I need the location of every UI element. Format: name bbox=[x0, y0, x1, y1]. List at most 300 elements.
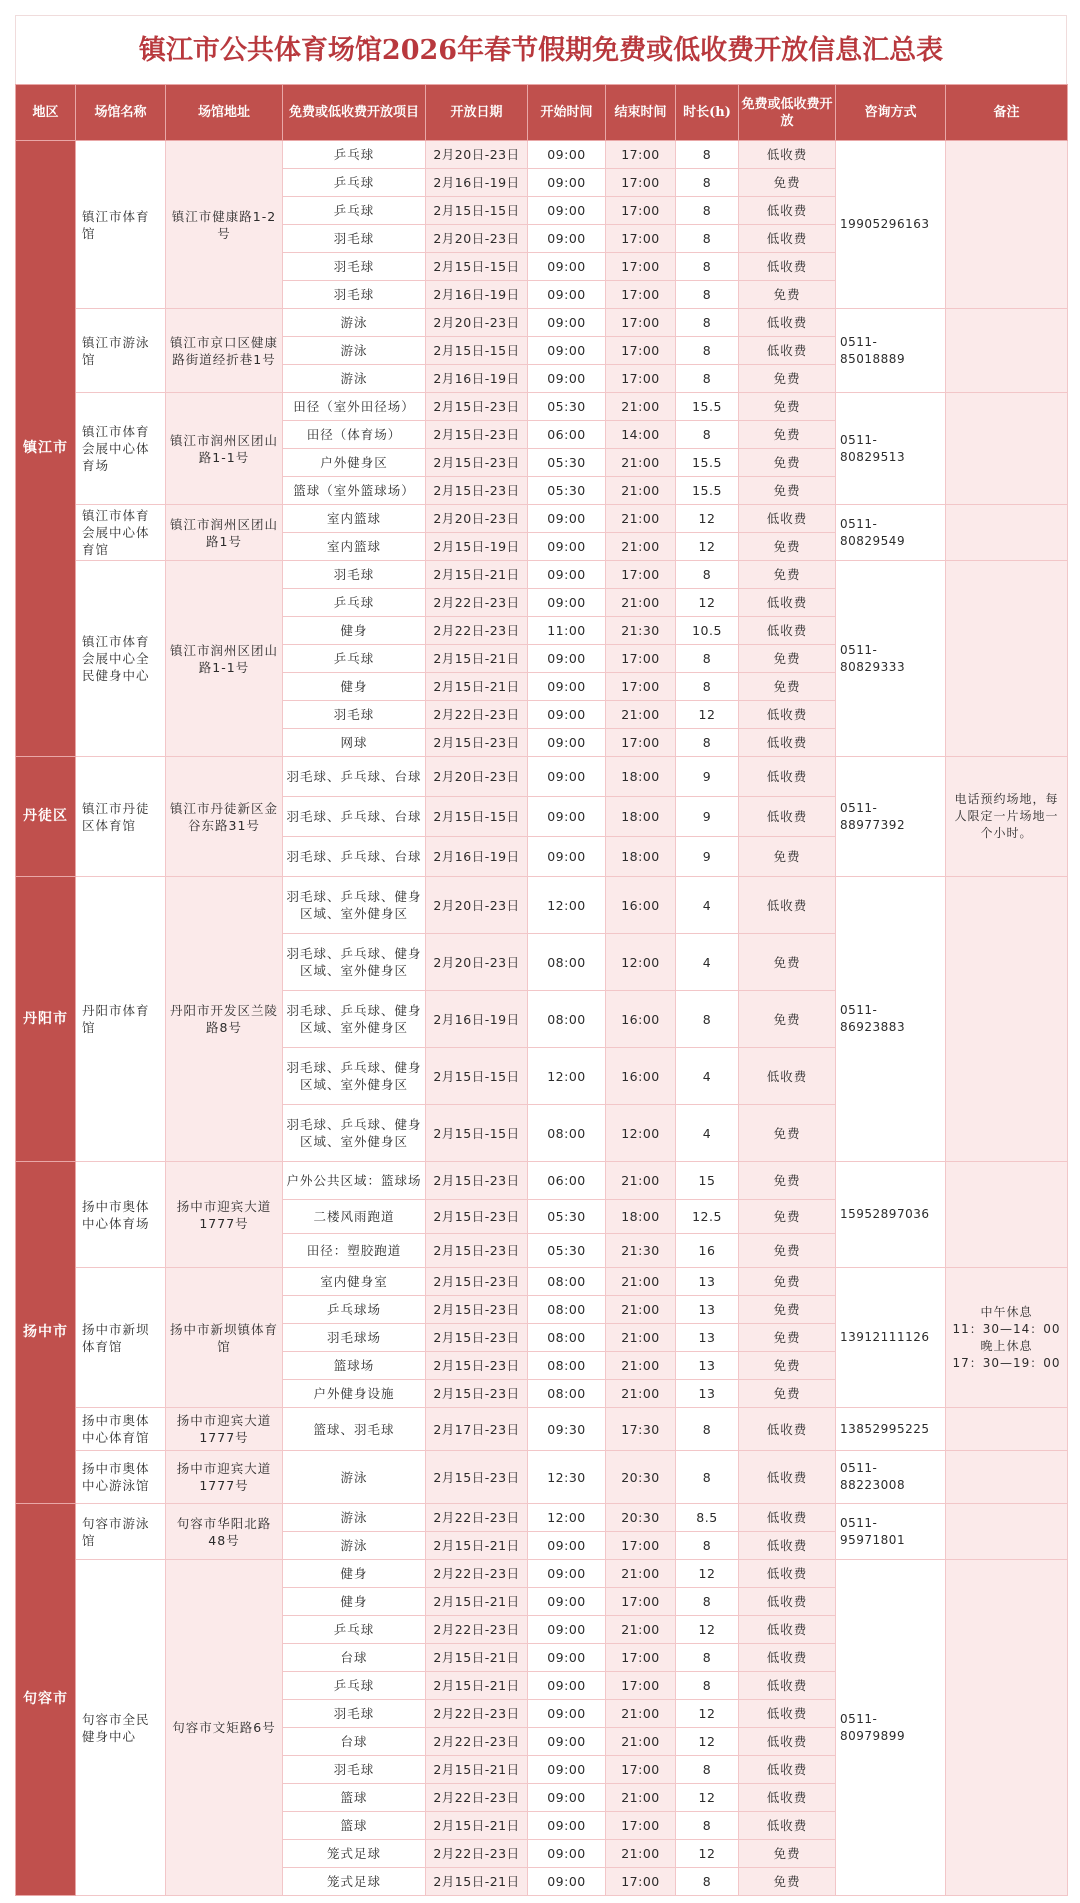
header-date: 开放日期 bbox=[426, 85, 528, 141]
item-cell: 篮球 bbox=[283, 1784, 426, 1812]
end-time-cell: 17:00 bbox=[606, 337, 676, 365]
date-cell: 2月15日-23日 bbox=[426, 1234, 528, 1268]
date-cell: 2月22日-23日 bbox=[426, 1616, 528, 1644]
end-time-cell: 21:00 bbox=[606, 1700, 676, 1728]
date-cell: 2月15日-15日 bbox=[426, 797, 528, 837]
fee-type-cell: 低收费 bbox=[739, 877, 836, 934]
start-time-cell: 08:00 bbox=[528, 1324, 606, 1352]
end-time-cell: 17:00 bbox=[606, 673, 676, 701]
duration-cell: 13 bbox=[676, 1352, 739, 1380]
note-cell bbox=[946, 1451, 1068, 1504]
table-header-row bbox=[16, 85, 1068, 141]
note-cell bbox=[946, 1408, 1068, 1451]
end-time-cell: 17:00 bbox=[606, 1868, 676, 1896]
contact-cell: 0511-95971801 bbox=[836, 1504, 946, 1560]
end-time-cell: 21:00 bbox=[606, 701, 676, 729]
end-time-cell: 21:00 bbox=[606, 1784, 676, 1812]
duration-cell: 8 bbox=[676, 1868, 739, 1896]
contact-cell: 0511-80829333 bbox=[836, 561, 946, 757]
venue-address-cell: 镇江市丹徒新区金谷东路31号 bbox=[166, 757, 283, 877]
date-cell: 2月15日-15日 bbox=[426, 1048, 528, 1105]
item-cell: 乒乓球 bbox=[283, 141, 426, 169]
item-cell: 篮球（室外篮球场） bbox=[283, 477, 426, 505]
date-cell: 2月15日-15日 bbox=[426, 337, 528, 365]
venue-address-cell: 扬中市新坝镇体育馆 bbox=[166, 1268, 283, 1408]
fee-type-cell: 低收费 bbox=[739, 1532, 836, 1560]
region-cell: 丹徒区 bbox=[16, 757, 76, 877]
venue-address-cell: 镇江市润州区团山路1-1号 bbox=[166, 393, 283, 505]
start-time-cell: 09:00 bbox=[528, 1784, 606, 1812]
venue-address-cell: 扬中市迎宾大道1777号 bbox=[166, 1408, 283, 1451]
item-cell: 户外公共区域：篮球场 bbox=[283, 1162, 426, 1200]
fee-type-cell: 低收费 bbox=[739, 1588, 836, 1616]
date-cell: 2月22日-23日 bbox=[426, 1504, 528, 1532]
venue-address-cell: 句容市文矩路6号 bbox=[166, 1560, 283, 1896]
header-end-time: 结束时间 bbox=[606, 85, 676, 141]
item-cell: 健身 bbox=[283, 1560, 426, 1588]
venue-address-cell: 句容市华阳北路48号 bbox=[166, 1504, 283, 1560]
date-cell: 2月16日-19日 bbox=[426, 837, 528, 877]
venue-name-cell: 扬中市新坝体育馆 bbox=[76, 1268, 166, 1408]
header-fee-type: 免费或低收费开放 bbox=[739, 85, 836, 141]
page-title: 镇江市公共体育场馆2026年春节假期免费或低收费开放信息汇总表 bbox=[138, 35, 944, 66]
duration-cell: 8 bbox=[676, 197, 739, 225]
start-time-cell: 09:00 bbox=[528, 561, 606, 589]
duration-cell: 12 bbox=[676, 701, 739, 729]
duration-cell: 9 bbox=[676, 757, 739, 797]
region-cell: 丹阳市 bbox=[16, 877, 76, 1162]
venue-name-cell: 镇江市体育会展中心全民健身中心 bbox=[76, 561, 166, 757]
fee-type-cell: 免费 bbox=[739, 477, 836, 505]
duration-cell: 15 bbox=[676, 1162, 739, 1200]
start-time-cell: 08:00 bbox=[528, 1296, 606, 1324]
item-cell: 乒乓球 bbox=[283, 645, 426, 673]
duration-cell: 4 bbox=[676, 1105, 739, 1162]
end-time-cell: 21:00 bbox=[606, 533, 676, 561]
start-time-cell: 09:30 bbox=[528, 1408, 606, 1451]
item-cell: 篮球 bbox=[283, 1812, 426, 1840]
fee-type-cell: 低收费 bbox=[739, 1451, 836, 1504]
date-cell: 2月20日-23日 bbox=[426, 757, 528, 797]
end-time-cell: 21:00 bbox=[606, 589, 676, 617]
duration-cell: 8 bbox=[676, 309, 739, 337]
duration-cell: 8 bbox=[676, 1812, 739, 1840]
start-time-cell: 05:30 bbox=[528, 1234, 606, 1268]
venue-address-cell: 镇江市润州区团山路1号 bbox=[166, 505, 283, 561]
fee-type-cell: 低收费 bbox=[739, 1408, 836, 1451]
item-cell: 户外健身设施 bbox=[283, 1380, 426, 1408]
start-time-cell: 09:00 bbox=[528, 645, 606, 673]
date-cell: 2月15日-23日 bbox=[426, 1200, 528, 1234]
duration-cell: 8 bbox=[676, 1756, 739, 1784]
item-cell: 羽毛球、乒乓球、健身区域、室外健身区 bbox=[283, 1105, 426, 1162]
start-time-cell: 09:00 bbox=[528, 1672, 606, 1700]
fee-type-cell: 免费 bbox=[739, 421, 836, 449]
item-cell: 羽毛球、乒乓球、台球 bbox=[283, 757, 426, 797]
end-time-cell: 12:00 bbox=[606, 1105, 676, 1162]
fee-type-cell: 免费 bbox=[739, 1868, 836, 1896]
note-cell bbox=[946, 1504, 1068, 1560]
item-cell: 乒乓球 bbox=[283, 589, 426, 617]
fee-type-cell: 免费 bbox=[739, 1296, 836, 1324]
duration-cell: 13 bbox=[676, 1268, 739, 1296]
duration-cell: 8 bbox=[676, 365, 739, 393]
start-time-cell: 09:00 bbox=[528, 797, 606, 837]
date-cell: 2月15日-21日 bbox=[426, 561, 528, 589]
venue-name-cell: 句容市全民健身中心 bbox=[76, 1560, 166, 1896]
header-note: 备注 bbox=[946, 85, 1068, 141]
venue-name-cell: 镇江市体育馆 bbox=[76, 141, 166, 309]
end-time-cell: 21:00 bbox=[606, 1840, 676, 1868]
date-cell: 2月15日-21日 bbox=[426, 673, 528, 701]
fee-type-cell: 低收费 bbox=[739, 1728, 836, 1756]
fee-type-cell: 免费 bbox=[739, 991, 836, 1048]
item-cell: 羽毛球场 bbox=[283, 1324, 426, 1352]
duration-cell: 4 bbox=[676, 934, 739, 991]
note-line: 晚上休息 bbox=[980, 1338, 1033, 1353]
start-time-cell: 09:00 bbox=[528, 365, 606, 393]
start-time-cell: 09:00 bbox=[528, 337, 606, 365]
item-cell: 室内健身室 bbox=[283, 1268, 426, 1296]
start-time-cell: 09:00 bbox=[528, 589, 606, 617]
duration-cell: 12 bbox=[676, 589, 739, 617]
venue-address-cell: 扬中市迎宾大道1777号 bbox=[166, 1451, 283, 1504]
start-time-cell: 08:00 bbox=[528, 1380, 606, 1408]
start-time-cell: 09:00 bbox=[528, 533, 606, 561]
end-time-cell: 21:00 bbox=[606, 1380, 676, 1408]
table-row bbox=[16, 1268, 1068, 1296]
date-cell: 2月15日-21日 bbox=[426, 1868, 528, 1896]
duration-cell: 8 bbox=[676, 1644, 739, 1672]
date-cell: 2月16日-19日 bbox=[426, 281, 528, 309]
table-row bbox=[16, 1504, 1068, 1532]
end-time-cell: 21:00 bbox=[606, 1728, 676, 1756]
date-cell: 2月15日-23日 bbox=[426, 1324, 528, 1352]
duration-cell: 12 bbox=[676, 1700, 739, 1728]
date-cell: 2月22日-23日 bbox=[426, 701, 528, 729]
fee-type-cell: 低收费 bbox=[739, 197, 836, 225]
contact-cell: 0511-88977392 bbox=[836, 757, 946, 877]
venue-name-cell: 扬中市奥体中心体育场 bbox=[76, 1162, 166, 1268]
duration-cell: 9 bbox=[676, 837, 739, 877]
end-time-cell: 17:30 bbox=[606, 1408, 676, 1451]
item-cell: 羽毛球 bbox=[283, 253, 426, 281]
item-cell: 羽毛球 bbox=[283, 561, 426, 589]
note-cell bbox=[946, 309, 1068, 393]
note-cell bbox=[946, 141, 1068, 309]
fee-type-cell: 低收费 bbox=[739, 225, 836, 253]
fee-type-cell: 免费 bbox=[739, 449, 836, 477]
date-cell: 2月17日-23日 bbox=[426, 1408, 528, 1451]
end-time-cell: 14:00 bbox=[606, 421, 676, 449]
date-cell: 2月16日-19日 bbox=[426, 365, 528, 393]
contact-cell: 15952897036 bbox=[836, 1162, 946, 1268]
date-cell: 2月22日-23日 bbox=[426, 617, 528, 645]
fee-type-cell: 低收费 bbox=[739, 1700, 836, 1728]
item-cell: 游泳 bbox=[283, 1451, 426, 1504]
date-cell: 2月16日-19日 bbox=[426, 991, 528, 1048]
duration-cell: 8 bbox=[676, 645, 739, 673]
start-time-cell: 09:00 bbox=[528, 1812, 606, 1840]
date-cell: 2月20日-23日 bbox=[426, 309, 528, 337]
date-cell: 2月22日-23日 bbox=[426, 1560, 528, 1588]
end-time-cell: 21:00 bbox=[606, 505, 676, 533]
note-cell bbox=[946, 1560, 1068, 1896]
duration-cell: 12 bbox=[676, 1784, 739, 1812]
end-time-cell: 17:00 bbox=[606, 309, 676, 337]
contact-cell: 13852995225 bbox=[836, 1408, 946, 1451]
duration-cell: 8 bbox=[676, 1588, 739, 1616]
venue-name-cell: 镇江市体育会展中心体育馆 bbox=[76, 505, 166, 561]
item-cell: 羽毛球、乒乓球、健身区域、室外健身区 bbox=[283, 1048, 426, 1105]
date-cell: 2月20日-23日 bbox=[426, 934, 528, 991]
fee-type-cell: 低收费 bbox=[739, 1616, 836, 1644]
venue-name-cell: 句容市游泳馆 bbox=[76, 1504, 166, 1560]
duration-cell: 12 bbox=[676, 1728, 739, 1756]
end-time-cell: 12:00 bbox=[606, 934, 676, 991]
header-venue-name: 场馆名称 bbox=[76, 85, 166, 141]
end-time-cell: 17:00 bbox=[606, 1532, 676, 1560]
end-time-cell: 21:30 bbox=[606, 617, 676, 645]
start-time-cell: 12:00 bbox=[528, 877, 606, 934]
start-time-cell: 09:00 bbox=[528, 673, 606, 701]
venue-name-cell: 镇江市游泳馆 bbox=[76, 309, 166, 393]
duration-cell: 13 bbox=[676, 1324, 739, 1352]
item-cell: 篮球、羽毛球 bbox=[283, 1408, 426, 1451]
date-cell: 2月20日-23日 bbox=[426, 141, 528, 169]
note-cell bbox=[946, 505, 1068, 561]
note-cell: 电话预约场地，每人限定一片场地一个小时。 bbox=[946, 757, 1068, 877]
start-time-cell: 09:00 bbox=[528, 1644, 606, 1672]
header-venue-address: 场馆地址 bbox=[166, 85, 283, 141]
item-cell: 羽毛球 bbox=[283, 701, 426, 729]
item-cell: 笼式足球 bbox=[283, 1840, 426, 1868]
fee-type-cell: 低收费 bbox=[739, 1812, 836, 1840]
duration-cell: 13 bbox=[676, 1296, 739, 1324]
end-time-cell: 20:30 bbox=[606, 1504, 676, 1532]
fee-type-cell: 免费 bbox=[739, 934, 836, 991]
item-cell: 乒乓球场 bbox=[283, 1296, 426, 1324]
note-cell bbox=[946, 1268, 1068, 1408]
start-time-cell: 06:00 bbox=[528, 421, 606, 449]
item-cell: 羽毛球、乒乓球、健身区域、室外健身区 bbox=[283, 991, 426, 1048]
item-cell: 台球 bbox=[283, 1644, 426, 1672]
date-cell: 2月20日-23日 bbox=[426, 505, 528, 533]
fee-type-cell: 免费 bbox=[739, 169, 836, 197]
venue-table bbox=[15, 84, 1068, 1896]
header-duration: 时长(h) bbox=[676, 85, 739, 141]
item-cell: 羽毛球 bbox=[283, 1700, 426, 1728]
venue-name-cell: 扬中市奥体中心游泳馆 bbox=[76, 1451, 166, 1504]
fee-type-cell: 低收费 bbox=[739, 1756, 836, 1784]
header-start-time: 开始时间 bbox=[528, 85, 606, 141]
fee-type-cell: 低收费 bbox=[739, 1784, 836, 1812]
start-time-cell: 06:00 bbox=[528, 1162, 606, 1200]
start-time-cell: 05:30 bbox=[528, 477, 606, 505]
table-row bbox=[16, 877, 1068, 934]
end-time-cell: 17:00 bbox=[606, 1672, 676, 1700]
venue-address-cell: 镇江市润州区团山路1-1号 bbox=[166, 561, 283, 757]
end-time-cell: 17:00 bbox=[606, 1812, 676, 1840]
date-cell: 2月15日-23日 bbox=[426, 393, 528, 421]
duration-cell: 8 bbox=[676, 673, 739, 701]
end-time-cell: 17:00 bbox=[606, 141, 676, 169]
duration-cell: 12 bbox=[676, 505, 739, 533]
end-time-cell: 18:00 bbox=[606, 1200, 676, 1234]
date-cell: 2月22日-23日 bbox=[426, 1728, 528, 1756]
end-time-cell: 21:00 bbox=[606, 449, 676, 477]
start-time-cell: 09:00 bbox=[528, 729, 606, 757]
item-cell: 羽毛球、乒乓球、台球 bbox=[283, 837, 426, 877]
fee-type-cell: 低收费 bbox=[739, 797, 836, 837]
duration-cell: 8 bbox=[676, 281, 739, 309]
duration-cell: 8 bbox=[676, 1408, 739, 1451]
start-time-cell: 05:30 bbox=[528, 393, 606, 421]
start-time-cell: 08:00 bbox=[528, 934, 606, 991]
duration-cell: 12.5 bbox=[676, 1200, 739, 1234]
end-time-cell: 21:30 bbox=[606, 1234, 676, 1268]
end-time-cell: 21:00 bbox=[606, 477, 676, 505]
item-cell: 游泳 bbox=[283, 337, 426, 365]
item-cell: 室内篮球 bbox=[283, 533, 426, 561]
duration-cell: 15.5 bbox=[676, 393, 739, 421]
fee-type-cell: 免费 bbox=[739, 281, 836, 309]
venue-address-cell: 丹阳市开发区兰陵路8号 bbox=[166, 877, 283, 1162]
end-time-cell: 16:00 bbox=[606, 991, 676, 1048]
item-cell: 游泳 bbox=[283, 1532, 426, 1560]
end-time-cell: 17:00 bbox=[606, 729, 676, 757]
start-time-cell: 09:00 bbox=[528, 505, 606, 533]
fee-type-cell: 低收费 bbox=[739, 757, 836, 797]
item-cell: 网球 bbox=[283, 729, 426, 757]
table-row bbox=[16, 1451, 1068, 1504]
note-line: 中午休息 bbox=[980, 1304, 1033, 1319]
start-time-cell: 08:00 bbox=[528, 1268, 606, 1296]
start-time-cell: 11:00 bbox=[528, 617, 606, 645]
table-body bbox=[16, 141, 1068, 1896]
note-cell bbox=[946, 561, 1068, 757]
item-cell: 羽毛球 bbox=[283, 281, 426, 309]
duration-cell: 10.5 bbox=[676, 617, 739, 645]
date-cell: 2月15日-15日 bbox=[426, 1105, 528, 1162]
end-time-cell: 17:00 bbox=[606, 365, 676, 393]
contact-cell: 13912111126 bbox=[836, 1268, 946, 1408]
start-time-cell: 09:00 bbox=[528, 197, 606, 225]
duration-cell: 8 bbox=[676, 141, 739, 169]
end-time-cell: 21:00 bbox=[606, 393, 676, 421]
date-cell: 2月16日-19日 bbox=[426, 169, 528, 197]
end-time-cell: 17:00 bbox=[606, 225, 676, 253]
venue-address-cell: 扬中市迎宾大道1777号 bbox=[166, 1162, 283, 1268]
fee-type-cell: 低收费 bbox=[739, 1504, 836, 1532]
item-cell: 羽毛球、乒乓球、健身区域、室外健身区 bbox=[283, 934, 426, 991]
table-row bbox=[16, 309, 1068, 337]
start-time-cell: 05:30 bbox=[528, 449, 606, 477]
fee-type-cell: 免费 bbox=[739, 1268, 836, 1296]
end-time-cell: 18:00 bbox=[606, 837, 676, 877]
item-cell: 田径：塑胶跑道 bbox=[283, 1234, 426, 1268]
header-contact: 咨询方式 bbox=[836, 85, 946, 141]
duration-cell: 8 bbox=[676, 253, 739, 281]
date-cell: 2月15日-23日 bbox=[426, 1451, 528, 1504]
start-time-cell: 12:30 bbox=[528, 1451, 606, 1504]
end-time-cell: 21:00 bbox=[606, 1324, 676, 1352]
end-time-cell: 18:00 bbox=[606, 797, 676, 837]
region-cell: 扬中市 bbox=[16, 1162, 76, 1504]
fee-type-cell: 免费 bbox=[739, 837, 836, 877]
date-cell: 2月22日-23日 bbox=[426, 1700, 528, 1728]
end-time-cell: 17:00 bbox=[606, 645, 676, 673]
start-time-cell: 09:00 bbox=[528, 1588, 606, 1616]
item-cell: 羽毛球 bbox=[283, 225, 426, 253]
fee-type-cell: 低收费 bbox=[739, 617, 836, 645]
date-cell: 2月15日-23日 bbox=[426, 449, 528, 477]
duration-cell: 8 bbox=[676, 729, 739, 757]
end-time-cell: 21:00 bbox=[606, 1560, 676, 1588]
venue-address-cell: 镇江市健康路1-2号 bbox=[166, 141, 283, 309]
duration-cell: 12 bbox=[676, 1840, 739, 1868]
start-time-cell: 09:00 bbox=[528, 837, 606, 877]
fee-type-cell: 免费 bbox=[739, 365, 836, 393]
date-cell: 2月15日-21日 bbox=[426, 1644, 528, 1672]
table-row bbox=[16, 1162, 1068, 1200]
contact-cell: 0511-88223008 bbox=[836, 1451, 946, 1504]
duration-cell: 13 bbox=[676, 1380, 739, 1408]
date-cell: 2月15日-23日 bbox=[426, 421, 528, 449]
item-cell: 乒乓球 bbox=[283, 1672, 426, 1700]
date-cell: 2月15日-23日 bbox=[426, 729, 528, 757]
item-cell: 游泳 bbox=[283, 365, 426, 393]
venue-address-cell: 镇江市京口区健康路街道经折巷1号 bbox=[166, 309, 283, 393]
fee-type-cell: 低收费 bbox=[739, 1672, 836, 1700]
fee-type-cell: 低收费 bbox=[739, 589, 836, 617]
fee-type-cell: 低收费 bbox=[739, 1048, 836, 1105]
end-time-cell: 21:00 bbox=[606, 1268, 676, 1296]
fee-type-cell: 免费 bbox=[739, 1200, 836, 1234]
fee-type-cell: 免费 bbox=[739, 1234, 836, 1268]
end-time-cell: 21:00 bbox=[606, 1162, 676, 1200]
date-cell: 2月15日-21日 bbox=[426, 1672, 528, 1700]
date-cell: 2月15日-21日 bbox=[426, 645, 528, 673]
note-line: 17：30—19：00 bbox=[952, 1355, 1061, 1370]
start-time-cell: 05:30 bbox=[528, 1200, 606, 1234]
date-cell: 2月15日-21日 bbox=[426, 1812, 528, 1840]
contact-cell: 0511-80829549 bbox=[836, 505, 946, 561]
end-time-cell: 21:00 bbox=[606, 1352, 676, 1380]
end-time-cell: 21:00 bbox=[606, 1296, 676, 1324]
venue-name-cell: 丹阳市体育馆 bbox=[76, 877, 166, 1162]
duration-cell: 8 bbox=[676, 561, 739, 589]
fee-type-cell: 低收费 bbox=[739, 1560, 836, 1588]
fee-type-cell: 低收费 bbox=[739, 701, 836, 729]
duration-cell: 15.5 bbox=[676, 449, 739, 477]
date-cell: 2月22日-23日 bbox=[426, 1784, 528, 1812]
fee-type-cell: 免费 bbox=[739, 1352, 836, 1380]
fee-type-cell: 免费 bbox=[739, 1324, 836, 1352]
note-line: 11：30—14：00 bbox=[952, 1321, 1061, 1336]
duration-cell: 4 bbox=[676, 1048, 739, 1105]
contact-cell: 0511-85018889 bbox=[836, 309, 946, 393]
start-time-cell: 09:00 bbox=[528, 225, 606, 253]
fee-type-cell: 免费 bbox=[739, 645, 836, 673]
note-cell bbox=[946, 1162, 1068, 1268]
date-cell: 2月15日-23日 bbox=[426, 477, 528, 505]
start-time-cell: 12:00 bbox=[528, 1504, 606, 1532]
start-time-cell: 08:00 bbox=[528, 1352, 606, 1380]
region-cell: 镇江市 bbox=[16, 141, 76, 757]
date-cell: 2月22日-23日 bbox=[426, 589, 528, 617]
duration-cell: 8 bbox=[676, 337, 739, 365]
